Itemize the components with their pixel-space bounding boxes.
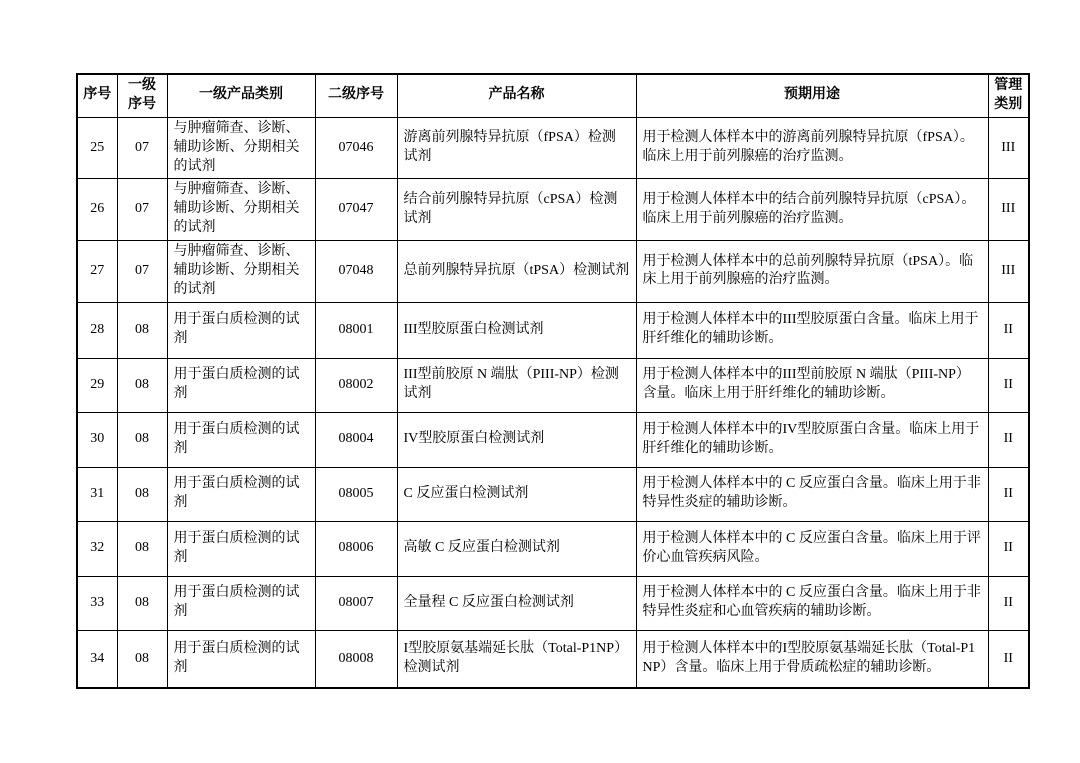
cell-product-name: 结合前列腺特异抗原（cPSA）检测试剂 [397, 179, 636, 241]
cell-product-name: C 反应蛋白检测试剂 [397, 467, 636, 521]
table-row [77, 576, 1029, 630]
header-level2-no: 二级序号 [315, 74, 397, 117]
cell-level2-no: 08007 [315, 576, 397, 630]
cell-level1-no: 07 [117, 179, 167, 241]
cell-level2-no: 07048 [315, 241, 397, 303]
cell-level1-no: 08 [117, 302, 167, 358]
cell-level2-no: 08002 [315, 358, 397, 412]
table-row [77, 179, 1029, 241]
cell-mgmt-class: II [988, 358, 1029, 412]
table-row [77, 521, 1029, 576]
table-row [77, 358, 1029, 412]
cell-level2-no: 08001 [315, 302, 397, 358]
cell-serial: 30 [77, 412, 117, 467]
cell-intended-use: 用于检测人体样本中的III型胶原蛋白含量。临床上用于肝纤维化的辅助诊断。 [636, 302, 988, 358]
cell-category: 与肿瘤筛查、诊断、辅助诊断、分期相关的试剂 [167, 117, 315, 179]
cell-product-name: 总前列腺特异抗原（tPSA）检测试剂 [397, 241, 636, 303]
header-category: 一级产品类别 [167, 74, 315, 117]
cell-category: 用于蛋白质检测的试剂 [167, 358, 315, 412]
header-mgmt-class: 管理类别 [988, 74, 1029, 117]
table-row [77, 412, 1029, 467]
cell-category: 用于蛋白质检测的试剂 [167, 467, 315, 521]
cell-intended-use: 用于检测人体样本中的游离前列腺特异抗原（fPSA）。临床上用于前列腺癌的治疗监测。 [636, 117, 988, 179]
cell-serial: 33 [77, 576, 117, 630]
header-serial: 序号 [77, 74, 117, 117]
table-row [77, 630, 1029, 688]
cell-category: 用于蛋白质检测的试剂 [167, 630, 315, 688]
cell-level1-no: 07 [117, 241, 167, 303]
header-product-name: 产品名称 [397, 74, 636, 117]
cell-level1-no: 08 [117, 630, 167, 688]
cell-serial: 25 [77, 117, 117, 179]
cell-category: 用于蛋白质检测的试剂 [167, 302, 315, 358]
cell-category: 与肿瘤筛查、诊断、辅助诊断、分期相关的试剂 [167, 179, 315, 241]
cell-serial: 26 [77, 179, 117, 241]
cell-product-name: III型前胶原 N 端肽（PIII-NP）检测试剂 [397, 358, 636, 412]
cell-mgmt-class: III [988, 241, 1029, 303]
cell-serial: 27 [77, 241, 117, 303]
table-row [77, 467, 1029, 521]
cell-serial: 28 [77, 302, 117, 358]
cell-level2-no: 08005 [315, 467, 397, 521]
table-row [77, 302, 1029, 358]
cell-product-name: 高敏 C 反应蛋白检测试剂 [397, 521, 636, 576]
header-level1-no: 一级序号 [117, 74, 167, 117]
cell-intended-use: 用于检测人体样本中的I型胶原氨基端延长肽（Total-P1NP）含量。临床上用于骨质疏松症的辅助诊断。 [636, 630, 988, 688]
cell-intended-use: 用于检测人体样本中的 C 反应蛋白含量。临床上用于非特异性炎症的辅助诊断。 [636, 467, 988, 521]
cell-serial: 32 [77, 521, 117, 576]
header-intended-use: 预期用途 [636, 74, 988, 117]
cell-level1-no: 08 [117, 358, 167, 412]
header-row [77, 74, 1029, 117]
cell-mgmt-class: II [988, 630, 1029, 688]
cell-product-name: III型胶原蛋白检测试剂 [397, 302, 636, 358]
cell-intended-use: 用于检测人体样本中的IV型胶原蛋白含量。临床上用于肝纤维化的辅助诊断。 [636, 412, 988, 467]
cell-mgmt-class: II [988, 576, 1029, 630]
cell-level1-no: 08 [117, 467, 167, 521]
cell-intended-use: 用于检测人体样本中的总前列腺特异抗原（tPSA）。临床上用于前列腺癌的治疗监测。 [636, 241, 988, 303]
cell-product-name: IV型胶原蛋白检测试剂 [397, 412, 636, 467]
cell-intended-use: 用于检测人体样本中的 C 反应蛋白含量。临床上用于非特异性炎症和心血管疾病的辅助诊断。 [636, 576, 988, 630]
table-row [77, 241, 1029, 303]
cell-mgmt-class: II [988, 467, 1029, 521]
cell-serial: 31 [77, 467, 117, 521]
cell-category: 与肿瘤筛查、诊断、辅助诊断、分期相关的试剂 [167, 241, 315, 303]
cell-level1-no: 08 [117, 576, 167, 630]
table-row [77, 117, 1029, 179]
cell-product-name: 全量程 C 反应蛋白检测试剂 [397, 576, 636, 630]
cell-level2-no: 07046 [315, 117, 397, 179]
cell-level1-no: 07 [117, 117, 167, 179]
product-classification-table [76, 73, 1030, 689]
cell-mgmt-class: III [988, 179, 1029, 241]
cell-product-name: I型胶原氨基端延长肽（Total-P1NP）检测试剂 [397, 630, 636, 688]
cell-product-name: 游离前列腺特异抗原（fPSA）检测试剂 [397, 117, 636, 179]
cell-serial: 34 [77, 630, 117, 688]
cell-intended-use: 用于检测人体样本中的结合前列腺特异抗原（cPSA）。临床上用于前列腺癌的治疗监测。 [636, 179, 988, 241]
cell-mgmt-class: II [988, 521, 1029, 576]
cell-mgmt-class: III [988, 117, 1029, 179]
cell-category: 用于蛋白质检测的试剂 [167, 412, 315, 467]
cell-serial: 29 [77, 358, 117, 412]
cell-level1-no: 08 [117, 521, 167, 576]
cell-intended-use: 用于检测人体样本中的 C 反应蛋白含量。临床上用于评价心血管疾病风险。 [636, 521, 988, 576]
cell-level2-no: 08008 [315, 630, 397, 688]
cell-mgmt-class: II [988, 302, 1029, 358]
cell-intended-use: 用于检测人体样本中的III型前胶原 N 端肽（PIII-NP）含量。临床上用于肝纤维化的辅助诊断。 [636, 358, 988, 412]
cell-category: 用于蛋白质检测的试剂 [167, 521, 315, 576]
cell-mgmt-class: II [988, 412, 1029, 467]
cell-category: 用于蛋白质检测的试剂 [167, 576, 315, 630]
cell-level1-no: 08 [117, 412, 167, 467]
cell-level2-no: 08004 [315, 412, 397, 467]
cell-level2-no: 07047 [315, 179, 397, 241]
cell-level2-no: 08006 [315, 521, 397, 576]
